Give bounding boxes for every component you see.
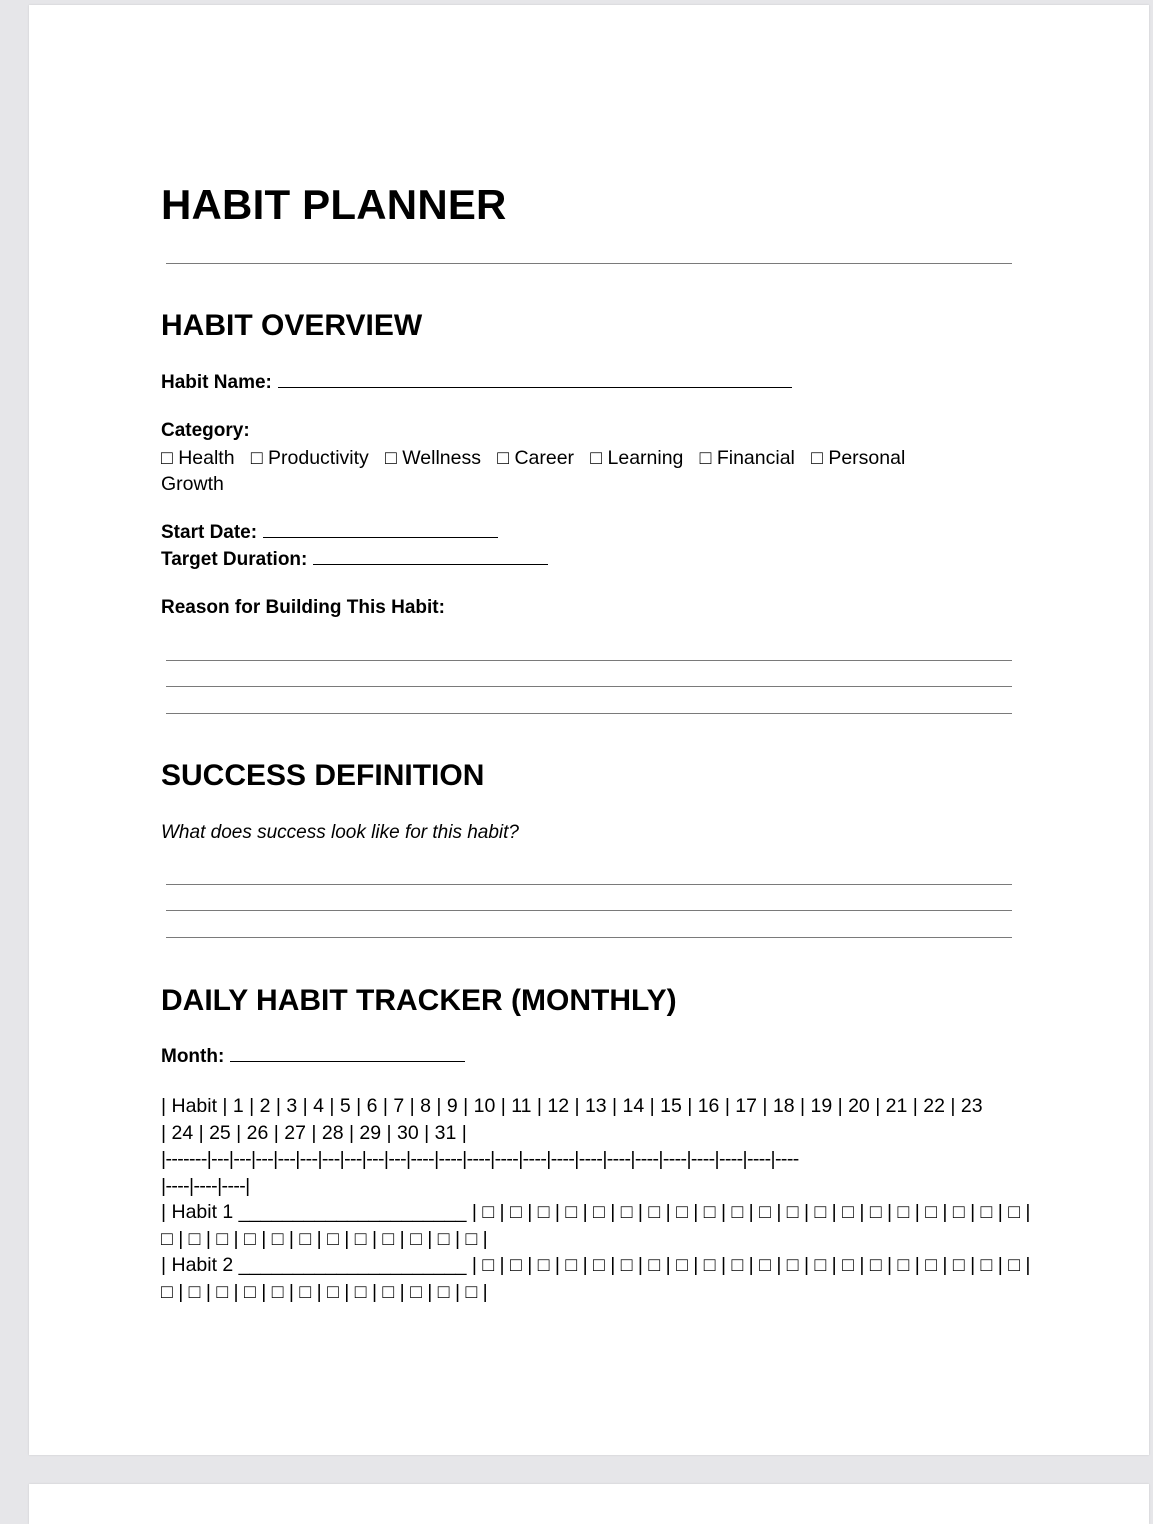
reason-label: Reason for Building This Habit: [161, 597, 445, 618]
reason-line-2[interactable] [166, 686, 1012, 687]
category-options-wrap: Growth [161, 473, 224, 495]
title-divider [166, 263, 1012, 264]
tracker-separator-line-wrap: |----|----|----| [161, 1174, 250, 1197]
tracker-row-habit-1[interactable]: | Habit 1 _____________________ | □ | □ | □ | □ | □ | □ | □ | □ | □ | □ | □ | □ | □ | □ | □ | □ | □ | □ | □ | □ | [161, 1201, 1031, 1223]
category-options[interactable]: □ Health □ Productivity □ Wellness □ Career □ Learning □ Financial □ Personal [161, 447, 906, 469]
month-label: Month: [161, 1046, 225, 1067]
tracker-table [161, 1093, 1031, 1305]
start-date-blank[interactable] [263, 536, 498, 538]
month-field[interactable] [161, 1046, 465, 1068]
success-line-1[interactable] [166, 884, 1012, 885]
tracker-header-line-wrap: | 24 | 25 | 26 | 27 | 28 | 29 | 30 | 31 | [161, 1121, 467, 1144]
section-heading-success: SUCCESS DEFINITION [161, 759, 485, 792]
tracker-separator-line: |-------|---|---|---|---|---|---|---|---|---|----|----|----|----|----|----|----|----|----|----|----|----|----|---- [161, 1148, 799, 1170]
reason-line-1[interactable] [166, 660, 1012, 661]
habit-name-field[interactable] [161, 372, 792, 394]
category-label: Category: [161, 420, 250, 441]
section-heading-tracker: DAILY HABIT TRACKER (MONTHLY) [161, 984, 677, 1017]
target-duration-blank[interactable] [313, 563, 548, 565]
section-heading-overview: HABIT OVERVIEW [161, 309, 423, 342]
start-date-label: Start Date: [161, 522, 258, 543]
success-prompt: What does success look like for this habit? [161, 822, 520, 843]
next-page-edge [29, 1484, 1149, 1524]
tracker-row-habit-2[interactable]: | Habit 2 _____________________ | □ | □ | □ | □ | □ | □ | □ | □ | □ | □ | □ | □ | □ | □ | □ | □ | □ | □ | □ | □ | [161, 1254, 1031, 1276]
tracker-row-habit-1-wrap[interactable]: □ | □ | □ | □ | □ | □ | □ | □ | □ | □ | □ | □ | [161, 1227, 488, 1250]
target-duration-label: Target Duration: [161, 549, 308, 570]
page-title: HABIT PLANNER [161, 181, 507, 228]
success-line-3[interactable] [166, 937, 1012, 938]
tracker-header-line: | Habit | 1 | 2 | 3 | 4 | 5 | 6 | 7 | 8 | 9 | 10 | 11 | 12 | 13 | 14 | 15 | 16 | 17 | 18 | 19 | 20 | 21 | 22 | 23 [161, 1095, 983, 1117]
habit-name-label: Habit Name: [161, 372, 272, 393]
tracker-row-habit-2-wrap[interactable]: □ | □ | □ | □ | □ | □ | □ | □ | □ | □ | □ | □ | [161, 1280, 488, 1303]
reason-line-3[interactable] [166, 713, 1012, 714]
habit-name-blank[interactable] [278, 386, 792, 388]
target-duration-field[interactable] [161, 549, 548, 571]
start-date-field[interactable] [161, 522, 498, 544]
success-line-2[interactable] [166, 910, 1012, 911]
month-blank[interactable] [230, 1060, 465, 1062]
